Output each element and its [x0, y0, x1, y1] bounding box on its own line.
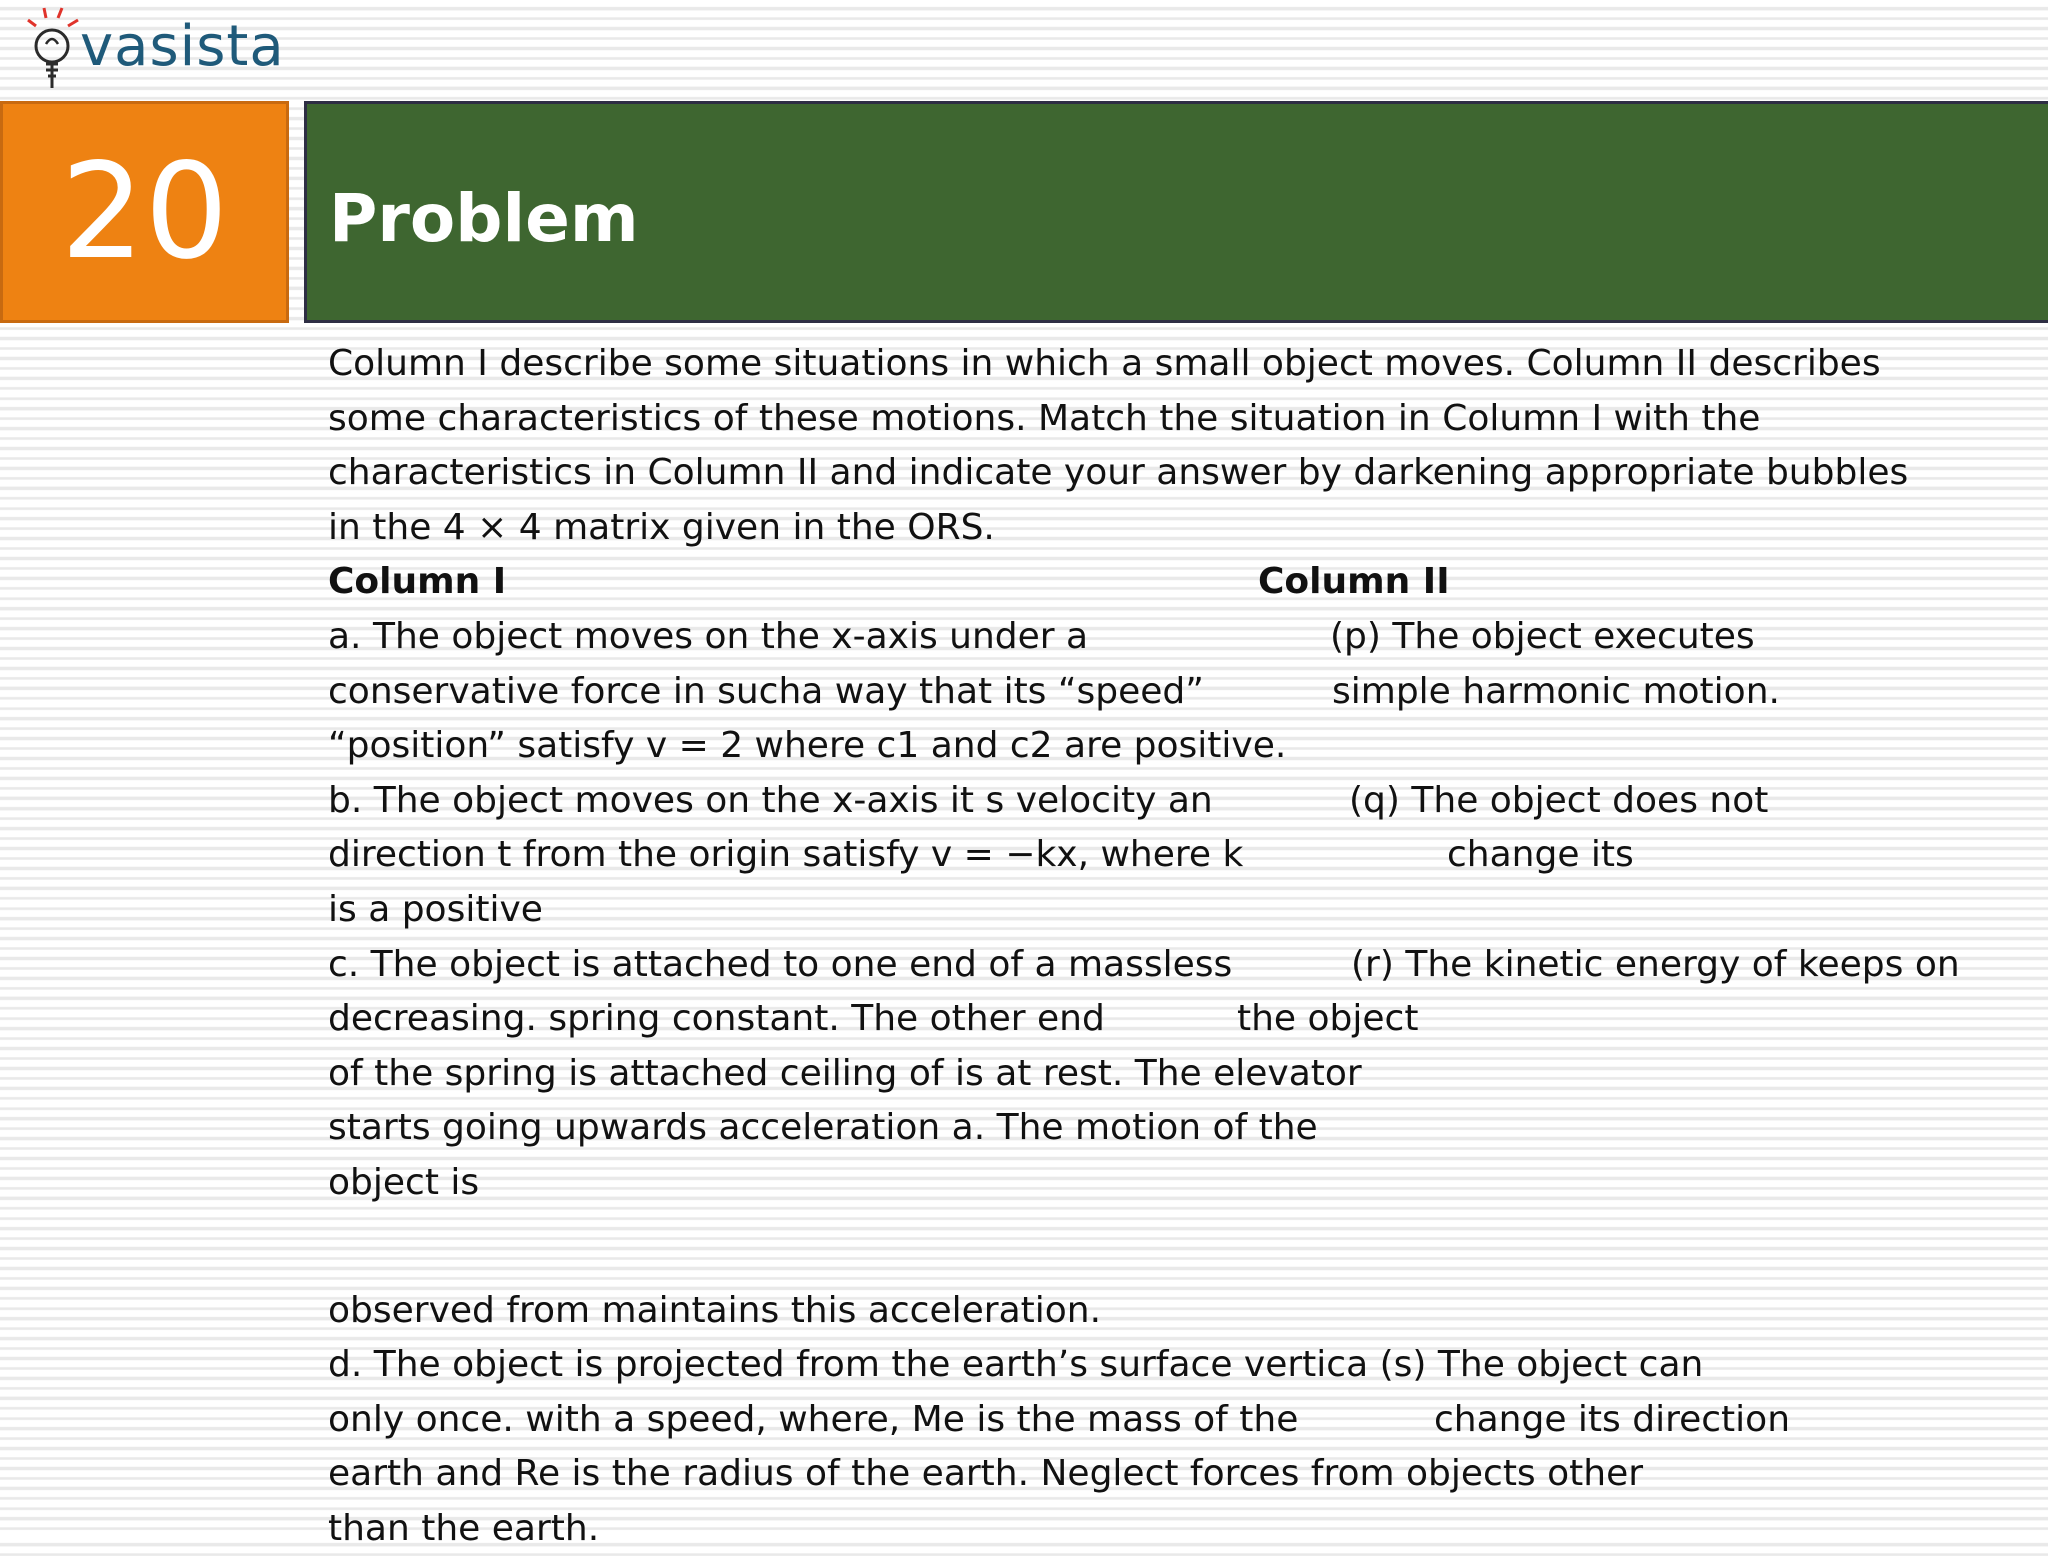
intro-line: in the 4 × 4 matrix given in the ORS.	[328, 506, 995, 548]
match-row	[328, 1447, 2028, 1502]
column-1-text: c. The object is attached to one end of a massless	[328, 943, 1233, 985]
column-1-text: observed from maintains this acceleration.	[328, 1289, 1102, 1331]
match-row	[328, 1101, 2028, 1156]
match-row	[328, 774, 2028, 829]
column-1-text: decreasing. spring constant. The other end	[328, 998, 1105, 1040]
column-1-text: object is	[328, 1161, 480, 1203]
intro-line: some characteristics of these motions. Match the situation in Column I with the	[328, 397, 1761, 439]
match-row	[328, 719, 2028, 774]
column-1-header: Column I	[328, 561, 507, 603]
title-bar	[304, 101, 2048, 323]
match-row	[328, 992, 2028, 1047]
match-row	[328, 665, 2028, 720]
match-row	[328, 828, 2028, 883]
logo-text: vasista	[80, 14, 285, 79]
lightbulb-icon	[22, 4, 86, 94]
column-1-text: of the spring is attached ceiling of is at rest. The elevator	[328, 1052, 1362, 1094]
column-2-text: simple harmonic motion.	[1332, 670, 1780, 712]
intro-line: characteristics in Column II and indicate your answer by darkening appropriate bubbles	[328, 452, 1909, 494]
slide-title: Problem	[329, 180, 639, 257]
column-1-text: “position” satisfy v = 2 where c1 and c2 are positive.	[328, 725, 1287, 767]
match-row	[328, 1156, 2028, 1211]
match-row	[328, 1502, 2028, 1556]
column-2-header: Column II	[1258, 561, 1450, 603]
column-1-text: starts going upwards acceleration a. The motion of the	[328, 1107, 1318, 1149]
intro-line: Column I describe some situations in which a small object moves. Column II describes	[328, 343, 1881, 384]
spacer	[328, 1211, 2028, 1284]
column-1-text: direction t from the origin satisfy v = −kx, where k	[328, 834, 1244, 876]
match-row	[328, 1284, 2028, 1339]
column-2-text: change its	[1447, 834, 1634, 876]
column-2-text: the object	[1237, 998, 1419, 1040]
column-2-text: (p) The object executes	[1330, 615, 1755, 657]
column-2-text: (q) The object does not	[1349, 779, 1769, 821]
slide-number-box	[0, 101, 289, 323]
column-1-text: a. The object moves on the x-axis under a	[328, 615, 1089, 657]
column-1-text: earth and Re is the radius of the earth. Neglect forces from objects other	[328, 1453, 1644, 1495]
slide-number: 20	[60, 135, 229, 289]
match-row	[328, 610, 2028, 665]
column-2-text: change its direction	[1434, 1398, 1791, 1440]
column-1-text: only once. with a speed, where, Me is the mass of the	[328, 1398, 1299, 1440]
match-row	[328, 938, 2028, 993]
column-1-text: d. The object is projected from the earth’s surface vertica (s) The object can	[328, 1344, 1704, 1386]
column-1-text: conservative force in sucha way that its “speed”	[328, 670, 1204, 712]
column-1-text: is a positive	[328, 888, 543, 930]
vasista-logo	[22, 4, 292, 96]
column-2-text: (r) The kinetic energy of keeps on	[1351, 943, 1960, 985]
match-row	[328, 1047, 2028, 1102]
match-row	[328, 1393, 2028, 1448]
column-1-text: b. The object moves on the x-axis it s velocity an	[328, 779, 1213, 821]
problem-body	[328, 337, 2028, 1556]
match-row	[328, 1338, 2028, 1393]
match-row	[328, 883, 2028, 938]
column-headers	[328, 555, 2028, 610]
column-1-text: than the earth.	[328, 1507, 600, 1549]
